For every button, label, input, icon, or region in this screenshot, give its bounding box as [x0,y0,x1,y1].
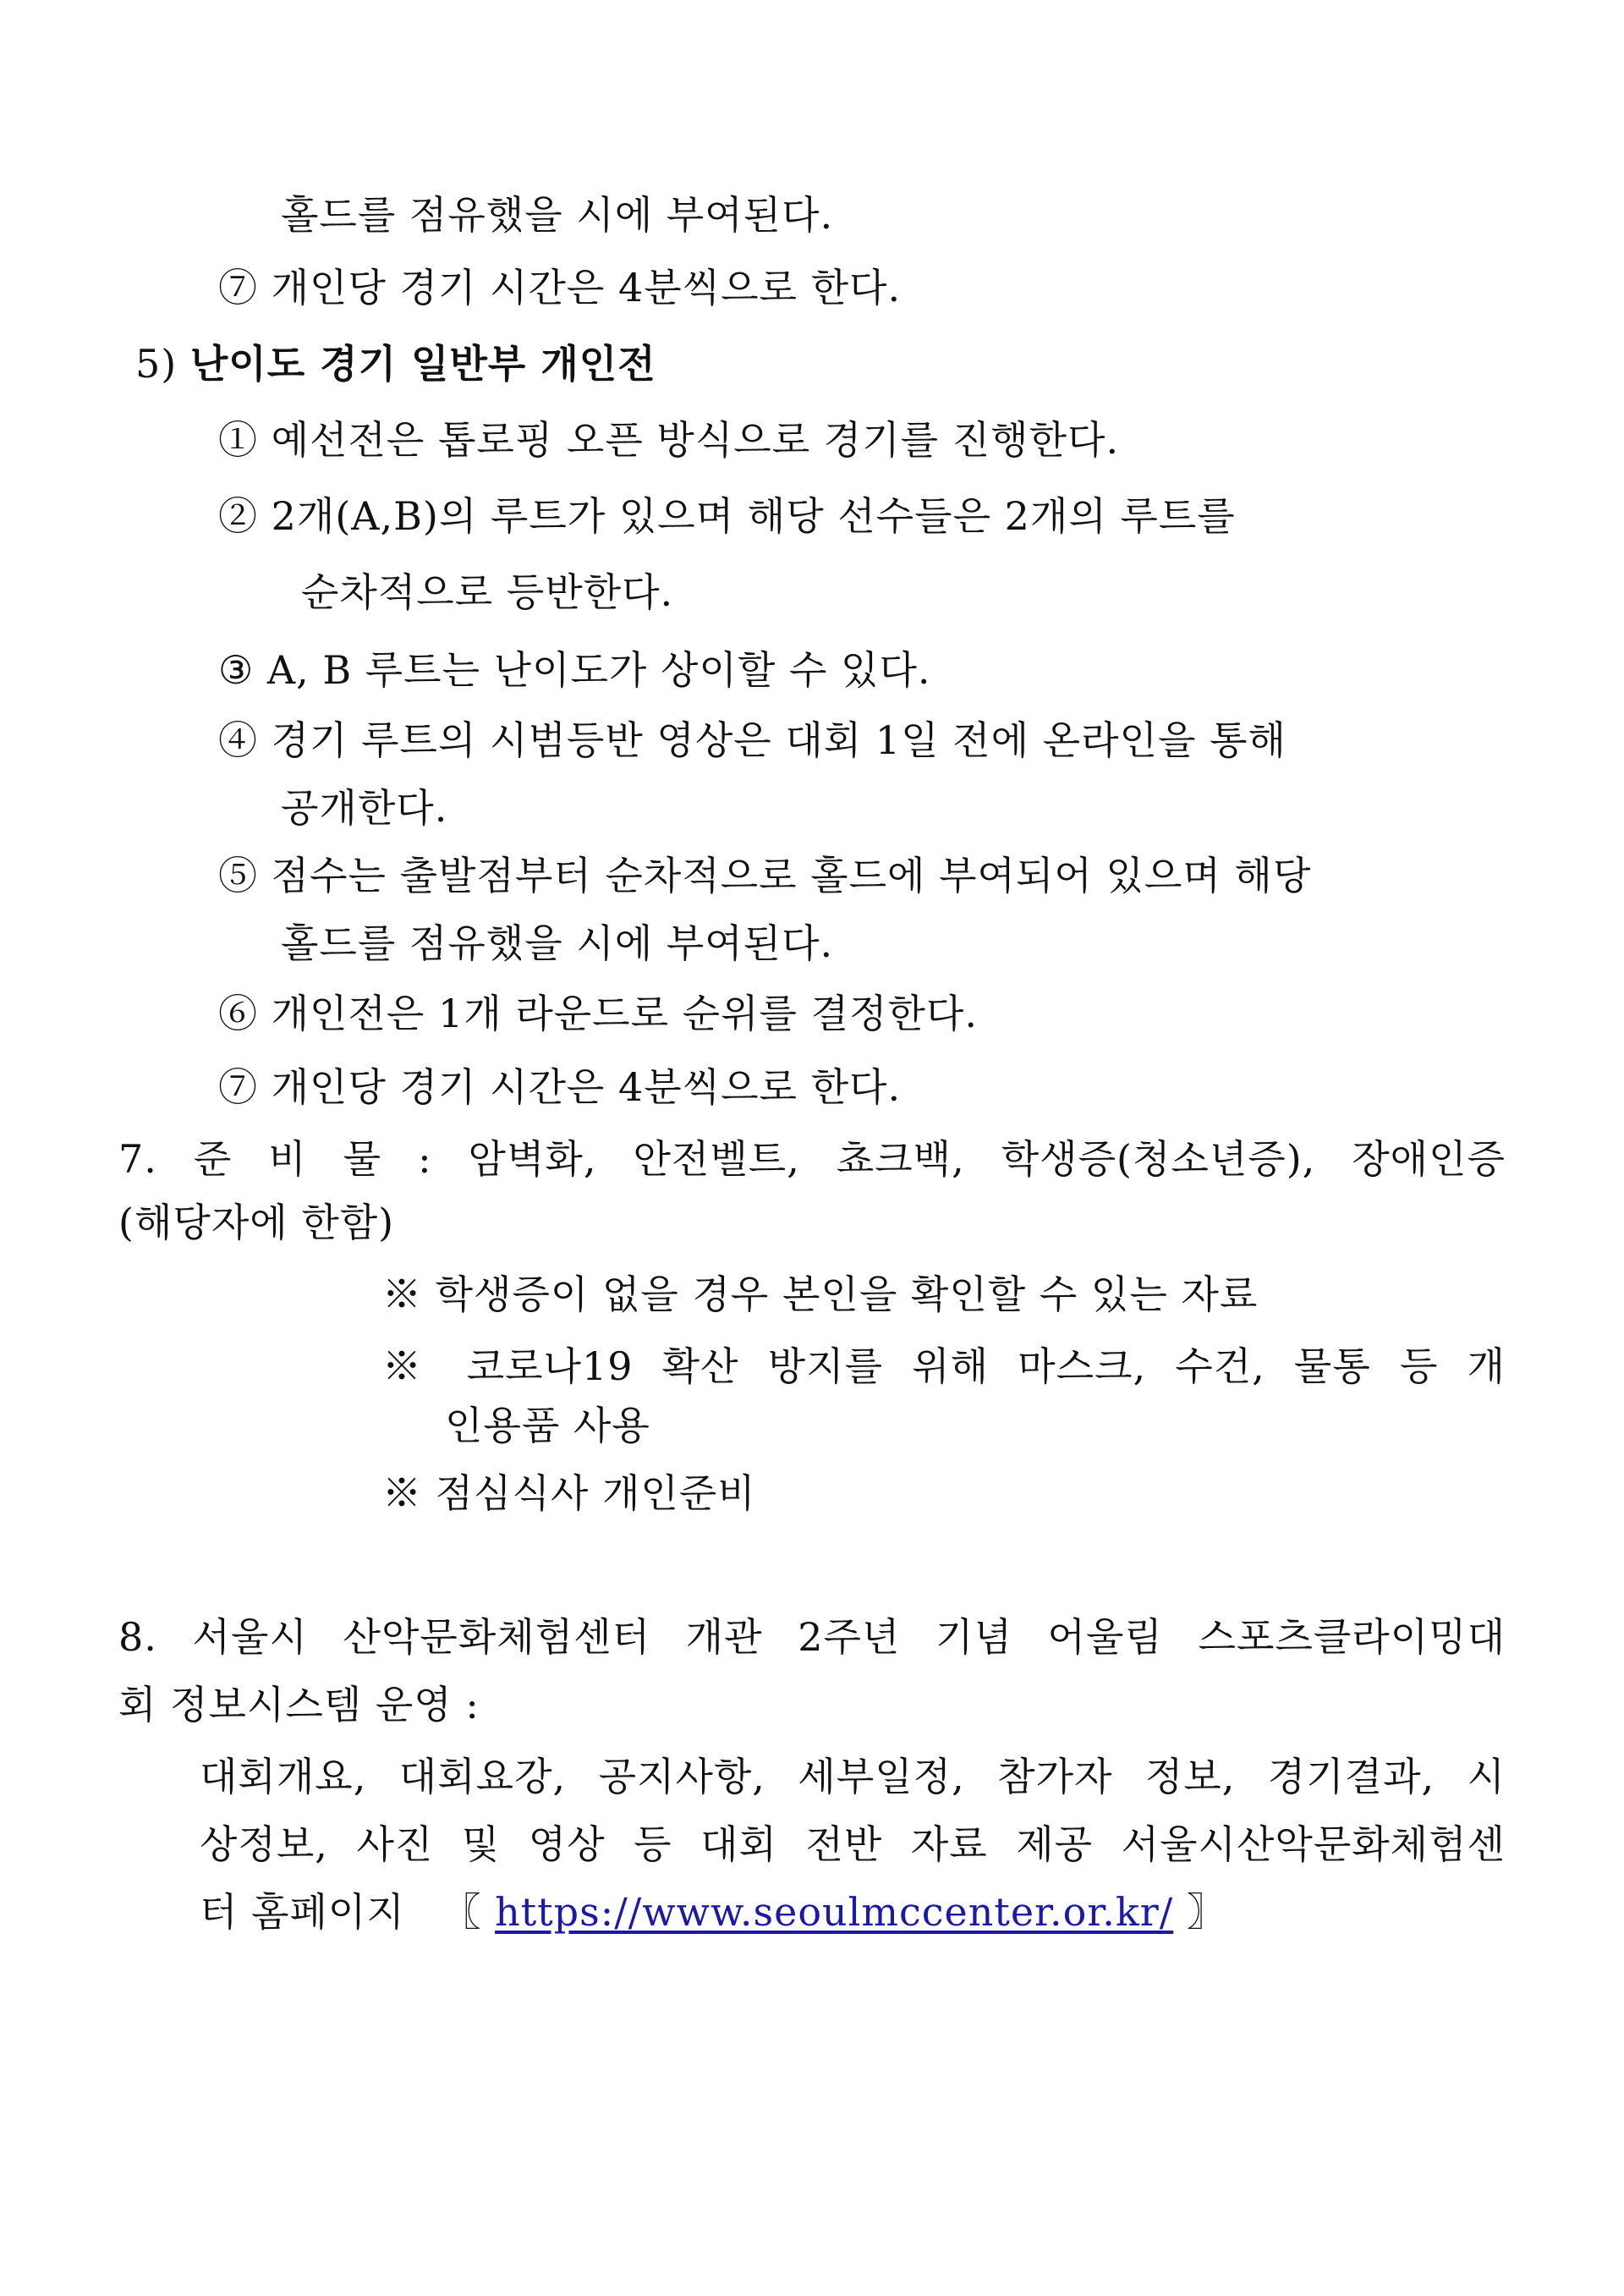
section5-item5-line1: ⑤ 점수는 출발점부터 순차적으로 홀드에 부여되어 있으며 해당 [218,853,1312,898]
section5-item2-line2: 순차적으로 등반한다. [301,569,674,615]
section7-note3: ※ 점심식사 개인준비 [382,1470,756,1516]
section5-heading-text: 난이도 경기 일반부 개인전 [189,341,656,387]
bracket-open: 〖 [442,1889,482,1935]
section5-item3: ③ A, B 루트는 난이도가 상이할 수 있다. [218,647,931,693]
section5-heading-number: 5) [135,341,178,387]
section5-item2-line1: ② 2개(A,B)의 루트가 있으며 해당 선수들은 2개의 루트를 [218,493,1236,539]
section5-item6: ⑥ 개인전은 1개 라운드로 순위를 결정한다. [218,991,978,1036]
section6-item5-continuation: 홀드를 점유했을 시에 부여된다. [281,192,834,238]
section7-line1: 7. 준 비 물 : 암벽화, 안전벨트, 쵸크백, 학생증(청소년증), 장애인증 [118,1136,1506,1182]
section7-note2-line2: 인용품 사용 [445,1403,650,1448]
section5-item7: ⑦ 개인당 경기 시간은 4분씩으로 한다. [218,1064,902,1110]
section8-body-line1: 대회개요, 대회요강, 공지사항, 세부일정, 참가자 정보, 경기결과, 시 [200,1754,1506,1799]
section8-body-line2: 상정보, 사진 및 영상 등 대회 전반 자료 제공 서울시산악문화체험센 [200,1821,1506,1867]
section5-heading [135,338,656,389]
section5-item4-line1: ④ 경기 루트의 시범등반 영상은 대회 1일 전에 온라인을 통해 [218,717,1287,763]
section7-note2-line1: ※ 코로나19 확산 방지를 위해 마스크, 수건, 물통 등 개 [382,1343,1506,1389]
section5-item1: ① 예선전은 톱로핑 오픈 방식으로 경기를 진행한다. [218,417,1120,463]
bracket-close: 〗 [1186,1889,1226,1935]
section8-line1: 8. 서울시 산악문화체험센터 개관 2주년 기념 어울림 스포츠클라이밍대 [118,1614,1506,1660]
homepage-link[interactable]: https://www.seoulmccenter.or.kr/ [495,1889,1174,1935]
section6-item7: ⑦ 개인당 경기 시간은 4분씩으로 한다. [218,265,902,310]
homepage-label: 터 홈페이지 [200,1889,405,1935]
section5-item5-line2: 홀드를 점유했을 시에 부여된다. [281,920,834,966]
section8-line2: 회 정보시스템 운영 : [118,1682,480,1727]
section8-body-line3 [200,1887,1226,1937]
section5-item4-line2: 공개한다. [281,785,448,831]
section7-line2: (해당자에 한함) [118,1200,395,1245]
section7-note1: ※ 학생증이 없을 경우 본인을 확인할 수 있는 자료 [382,1272,1259,1317]
